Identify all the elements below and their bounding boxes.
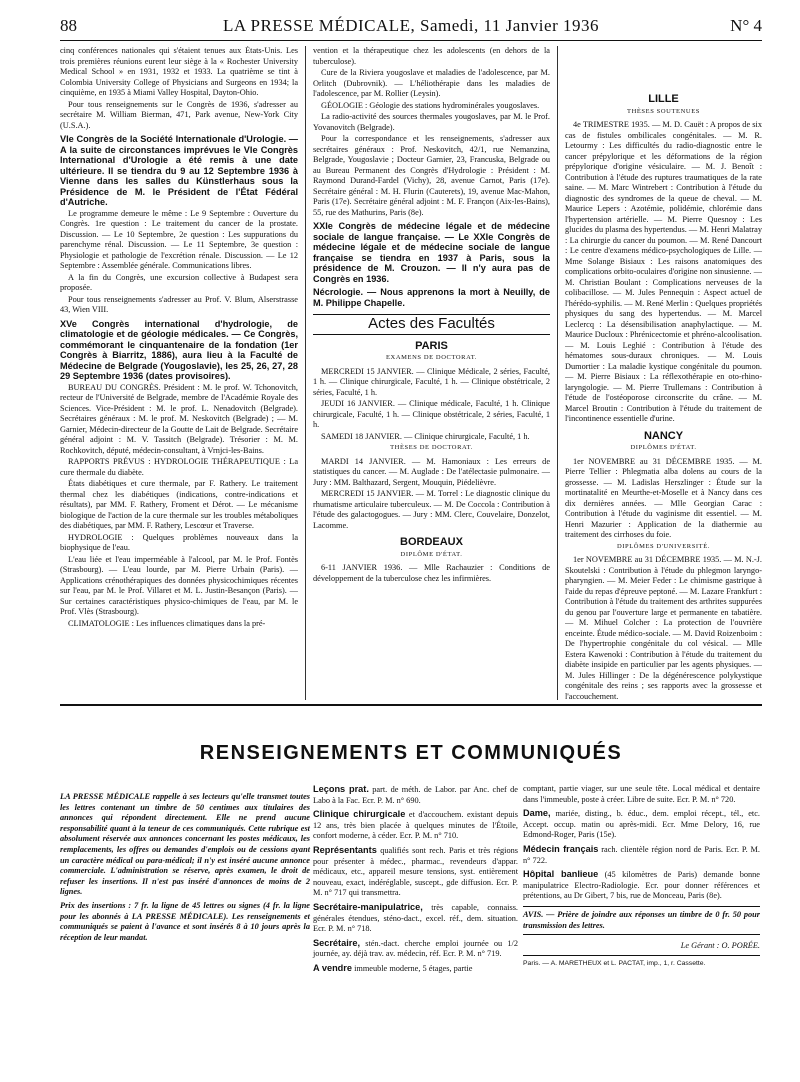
- notice-block: [60, 792, 310, 946]
- bordeaux-subheading: DIPLÔME D'ÉTAT.: [400, 550, 463, 558]
- avis-notice: AVIS. — Prière de joindre aux réponses un timbre de 0 fr. 50 pour transmission des lettres.: [523, 906, 760, 935]
- nancy-university-subheading: DIPLÔMES D'UNIVERSITÉ.: [616, 542, 711, 550]
- list-item: MERCREDI 15 JANVIER. — Clinique Médicale, 2 séries, Faculté, 1 h. — Clinique chirurgicale, Faculté, 1 h. — Clinique obstétricale, 2 séries, Faculté, 1 h.: [313, 366, 550, 397]
- lille-heading: LILLE: [648, 93, 679, 105]
- running-header: [60, 14, 762, 41]
- ad-text: immeuble moderne, 5 étages, partie: [354, 963, 473, 973]
- page-number: 88: [60, 16, 77, 35]
- ad-head: Médecin français: [523, 843, 599, 854]
- list-item: 1er NOVEMBRE au 31 DÉCEMBRE 1935. — M. N.-J. Skoutelski : Contribution à l'étude du phlegmon laryngo-pharyngien. — M. Meier Feder : Le chimisme gastrique à l'aide du repas d'épreuve peptoné. — M. Lazare Frankfurt : Contribution à l'étude du traitement des arthrites suppurées du genou par l'ouverture large et permanente en tabatière. — M. Mihuel Colcher : La protection de l'ouvrière enceinte. Étude médico-sociale. — M. David Roizenboim : De l'hypertrophie congénitale du col vésical. — Mlle Estera Kawenoki : Contribution à l'étude du traitement du diabète insipide en particulier par les agents physiques. — M. Jules Hillinger : De la dégénérescence polykystique congénitale des reins ; ses rapports avec la grossesse et l'accouchement.: [565, 555, 762, 700]
- ad-text: comptant, partie viager, sur une seule tête. Local médical et dentaire dans l'immeuble, poste à créer. Libre de suite. Ecr. P. M. n° 720.: [523, 784, 760, 804]
- list-item: JEUDI 16 JANVIER. — Clinique médicale, Faculté, 1 h. Clinique chirurgicale, Faculté, 1 h. — Clinique obstétricale, 2 séries, Faculté, 1 h.: [313, 399, 550, 429]
- column-middle: [313, 46, 550, 700]
- journal-title: LA PRESSE MÉDICALE, Samedi, 11 Janvier 1936: [223, 16, 599, 35]
- classified-ad: [313, 784, 518, 806]
- section-hydrology-congress: XVe Congrès international d'hydrologie, de climatologie et de géologie médicales. — Ce Congrès, commémorant le cinquantenaire de la fondation (1er Congrès à Biarritz, 1886), aura lieu à la Faculté de Médecine de Belgrade (Yougoslavie), les 25, 26, 27, 28 29 Septembre 1936 (dates provisoires).: [60, 318, 298, 381]
- ad-text: qualifiés sont rech. Paris et très régions pour présenter à médec., pharmac., revendeurs d'appar. médicaux, etc., appareil mesure tensions, syst. entièrement nouveau, exact, indéréglable, suscept., gde diffusion. Ecr. P. M. n° 717 qui transmettra.: [313, 845, 519, 898]
- ad-head: A vendre: [313, 962, 352, 973]
- classified-ad: [523, 869, 760, 902]
- paragraph: GÉOLOGIE : Géologie des stations hydrominérales yougoslaves.: [321, 100, 540, 110]
- ad-head: Leçons prat.: [313, 784, 369, 794]
- classified-ad: [313, 902, 518, 935]
- list-item: MERCREDI 15 JANVIER. — M. Torrel : Le diagnostic clinique du rhumatisme articulaire tuberculeux. — M. De Coccola : Contribution à l'étude des galactogogues. — Jury : MM. Clerc, Couvelaire, Donzelot, Lacomme.: [313, 489, 550, 530]
- paris-theses-subheading: THÈSES DE DOCTORAT.: [390, 444, 473, 451]
- list-item: MARDI 14 JANVIER. — M. Hamoniaux : Les erreurs de statistiques du cancer. — M. Auglade : De l'atélectasie pulmonaire. — Jury : MM. Balthazard, Sergent, Mouquin, Piédelièvre.: [313, 456, 550, 487]
- ad-text: (45 kilomètres de Paris) demande bonne manipulatrice Electro-Radiologie. Ecr. pour donner références et prétentions, au Dr Gibert, 7 bis, rue de Monceau, Paris (8e).: [523, 870, 760, 901]
- column-divider: [557, 46, 558, 700]
- classifieds-middle: [313, 784, 518, 978]
- notice-paragraph: Prix des insertions : 7 fr. la ligne de 45 lettres ou signes (4 fr. la ligne pour les abonnés à LA PRESSE MÉDICALE). Les renseignements et communiqués se paient à l'avance et sont insérés 8 à 10 jours après la réception de leur mandat.: [60, 900, 310, 942]
- list-item: 4e TRIMESTRE 1935. — M. D. Cauët : A propos de six cas de fistules ombilicales congénitales. — M. R. Letourmy : Les difficultés du radio-diagnostic entre le cancer prépylorique et les déformations de la région prépylorique d'origine vésiculaire. — M. J. Benoît : Contribution à l'étude des ruptures traumatiques de la rate saine. — M. Marc Wintrebert : Contribution à l'étude du diagnostic des syndromes de la queue de cheval. — M. Maurice Lepers : Azotémie, polidémie, chlorémie dans l'hypertension artérielle. — M. Pierre Quesnoy : Les glucides du plasma des hypertendus. — M. Henri Malatray : La chirurgie du cancer du poumon. — M. René Dancourt : Le centre d'examens médico-psychologiques de Lille. — Mme Solange Bisiaux : Les raisons anatomiques des complications orbito-oculaires d'origine non sinusienne. — M. Christian Boulant : Complications nerveuses de la colibacillose. — M. Jules Pennequin : Aspect actuel de l'hérédo-syphilis. — M. René Merlin : Quelques propriétés physiques du sang des hypertendus. — M. Marcel Leclercq : La désensibilisation anaphylactique. — M. Maurice Ducloux : Phrénicectomie et phréno-alcoolisation. — M. Louis Leghié : Contribution à l'étude des hématomes sous-duraux chroniques. — M. Louis Dumortier : La maladie kystique congénitale du poumon. — M. Pierre Bisiaux : La réflexothérapie en oto-rhino-laryngologie. — M. Pierre Trullemans : Contribution à l'étude de l'ostéoporose circonscrite du crâne. — M. Marcel Broutin : Contribution à l'étude du traitement de l'incontinence essentielle d'urine.: [565, 120, 762, 423]
- nancy-heading: NANCY: [643, 429, 684, 442]
- ad-text: rach. clientèle région nord de Paris. Ecr. P. M. n° 722.: [523, 844, 760, 865]
- paragraph: Pour la correspondance et les renseignements, s'adresser aux secrétaires généraux : Prof. Neskovitch, 42/1, rue Nemanzina, Belgrade, Yougoslavie ; Docteur Garnier, 23, Francuska, Belgrade ou au Bureau Permanent des Congrès d'Hydrologie : Président : M. Raymond Durand-Fardel (Vichy), 28, avenue Carnot, Paris (17e). Secrétaire général : M. H. Flurin (Cauterets), 19, avenue Mac-Mahon, Paris (17e). Secrétaire général adjoint : M. F. Françon (Aix-les-Bains), 55, rue des Mathurins, Paris (8e).: [313, 134, 550, 217]
- list-item: 6-11 JANVIER 1936. — Mlle Rachauzier : Conditions de développement de la tuberculose chez les infirmières.: [313, 563, 550, 583]
- ad-head: Secrétaire,: [313, 937, 360, 948]
- paragraph: Le programme demeure le même : Le 9 Septembre : Ouverture du Congrès. 1re question : Le traitement du cancer de la prostate. Discussion. — Le 10 Septembre, 2e question : Les suppurations du parenchyme rénal. Discussion. — Le 11 Septembre, 3e question : Physiologie et pathologie de l'excrétion rénale. Discussion. — Le 12 Septembre : Assemblée générale. Communications libres.: [60, 208, 298, 270]
- section-legal-medicine: XXIe Congrès de médecine légale et de médecine sociale de langue française. — Le XXIe Congrès de médecine légale et de médecine sociale de langue française se tiendra en 1937 à Paris, sous la présidence de M. Crouzon. — Il n'y aura pas de Congrès en 1936.: [313, 221, 550, 284]
- ad-head: Hôpital banlieue: [523, 869, 599, 880]
- paragraph: Pour tous renseignements s'adresser au Prof. V. Blum, Alserstrasse 43, Wien VIII.: [60, 294, 298, 314]
- paragraph: Pour tous renseignements sur le Congrès de 1936, s'adresser au secrétaire M. William Bierman, 471, Park avenue, New-York City (U.S.A.).: [60, 99, 298, 130]
- ad-text: mariée, disting., b. éduc., dem. emploi récept., tél., etc. Accept. occup. matin ou après-midi. Ecr. Mme Delory, 16, rue Edmond-Roger, Paris (15e).: [523, 809, 760, 840]
- paragraph: cinq conférences nationales qui s'étaient tenues aux États-Unis. Les trois premières réunions eurent leur siège à la « Rochester University Medical School » en 1931, 1932 et 1933. La quatrième se tint à Colombia University College of Physicians and Surgeons en 1934; la cinquième, en 1935 à Miami Valley Hospital, Dayton-Ohio.: [60, 46, 298, 97]
- classified-ad: [523, 784, 760, 805]
- paragraph: États diabétiques et cure thermale, par F. Rathery. Le traitement thermal chez les diabétiques (indications, contre-indications et résultats), par MM. F. Rathery, Froment et Dérot. — Le mécanisme biologique de l'action de la cure thermale sur les troubles métaboliques des diabétiques, par MM. F. Rathery, Lescœur et Traverse.: [60, 479, 298, 530]
- classifieds-right: [523, 784, 760, 969]
- bordeaux-heading: BORDEAUX: [400, 536, 463, 548]
- paragraph: A la fin du Congrès, une excursion collective à Budapest sera proposée.: [60, 272, 298, 292]
- paragraph: vention et la thérapeutique chez les adolescents (en dehors de la tuberculose).: [313, 46, 550, 66]
- ad-head: Secrétaire-manipulatrice,: [313, 901, 423, 912]
- paris-heading: PARIS: [415, 339, 448, 352]
- paragraph: L'eau liée et l'eau imperméable à l'alcool, par M. le Prof. Fontès (Strasbourg). — L'eau lourde, par M. Pierre Urbain (Paris). — Applications crénothérapiques des données physicochimiques récentes sur l'eau, par M. le Prof. Villaret et M. L. Justin-Besançon (Paris). — Sur certaines caractéristiques physico-chimiques de l'eau, par M. le Prof. Vlès (Strasbourg).: [60, 554, 298, 616]
- column-faculties: [565, 46, 762, 700]
- classified-ad: [313, 845, 518, 899]
- classified-ad: [313, 963, 518, 975]
- ad-text: et d'accouchem. existant depuis 12 ans, très bien placée à quelques minutes de l'Étoile, confort moderne, à céder. Ecr. P. M. n° 710.: [313, 810, 518, 841]
- ad-head: Clinique chirurgicale: [313, 809, 406, 820]
- manager-line: Le Gérant : O. PORÉE.: [680, 941, 760, 951]
- classified-ad: [523, 844, 760, 866]
- section-necrology: Nécrologie. — Nous apprenons la mort à Neuilly, de M. Philippe Chapelle.: [313, 287, 550, 308]
- paragraph: La radio-activité des sources thermales yougoslaves, par M. le Prof. Yovanovitch (Belgrade).: [313, 112, 550, 132]
- notice-paragraph: LA PRESSE MÉDICALE rappelle à ses lecteurs qu'elle transmet toutes les lettres contenant un timbre de 50 centimes aux titulaires des annonces qui répondent directement. Elle ne prend aucune responsabilité quant à la teneur de ces communiqués. Cette rubrique est absolument réservée aux annonces concernant les postes médicaux, les remplacements, les offres ou demandes d'emplois ou de cessions ayant un caractère médical ou para-médical; il n'y est inséré aucune annonce commerciale. L'administration se réserve, après examen, le droit de refuser les insertions. Il n'est pas inséré d'annonces de moins de 2 lignes.: [60, 792, 310, 897]
- issue-number: N° 4: [730, 16, 762, 35]
- column-divider: [305, 46, 306, 700]
- paragraph: RAPPORTS PRÉVUS : HYDROLOGIE THÉRAPEUTIQUE : La cure thermale du diabète.: [60, 457, 298, 477]
- column-congresses: [60, 46, 298, 700]
- paragraph: Cure de la Riviera yougoslave et maladies de l'adolescence, par M. Orlitch (Dubrovnik). — L'héliothérapie dans les maladies de l'adolescence, par M. Rollier (Leysin).: [313, 68, 550, 98]
- paragraph: CLIMATOLOGIE : Les influences climatiques dans la pré-: [68, 618, 266, 628]
- lille-subheading: THÈSES SOUTENUES: [627, 107, 700, 115]
- classified-ad: [523, 808, 760, 841]
- ad-text: stén.-dact. cherche emploi journée ou 1/2 journée, ay. déjà trav. av. médecin, réf. Ecr. P. M. n° 719.: [313, 938, 518, 959]
- list-item: SAMEDI 18 JANVIER. — Clinique chirurgicale, Faculté, 1 h.: [321, 431, 530, 441]
- announcements-banner: RENSEIGNEMENTS ET COMMUNIQUÉS: [199, 742, 623, 764]
- paragraph: BUREAU DU CONGRÈS. Président : M. le prof. W. Tchonovitch, recteur de l'Université de Belgrade, membre de l'Académie Royale des Sciences. Vice-Président : M. le prof. L. Nenadovitch (Belgrade). Secrétaires généraux : M. le prof. M. Neskovitch (Belgrade) ; — M. Garnier, Médecin-directeur de la Goutte de Lait de Belgrade. Secrétaire général adjoint : M. V. Tassitch (Belgrade). Trésorier : M. M. Rochkovitch, député, médecin-consultant, à Vrnjci-les-Bains.: [60, 382, 298, 455]
- paris-subheading: EXAMENS DE DOCTORAT.: [385, 354, 478, 361]
- list-item: 1er NOVEMBRE au 31 DÉCEMBRE 1935. — M. Pierre Tellier : Phlegmatia alba dolens au cours de la grossesse. — M. Ladislas Herszlinger : Étude sur la mortinatalité en Meurthe-et-Moselle et à Nancy dans ces dix dernières années. — Mlle Georgian Carac : Contribution à l'étude du vaginisme dit essentiel. — M. Henri Mazurier : Application de la diathermie au traitement des cirrhoses du foie.: [565, 456, 762, 539]
- ad-head: Dame,: [523, 808, 551, 819]
- ad-text: part. de méth. de Labor. par Anc. chef de Labo à la Fac. Ecr. P. M. n° 690.: [313, 785, 518, 805]
- printer-imprint: Paris. — A. MARETHEUX et L. PACTAT, imp., 1, r. Cassette.: [523, 955, 760, 970]
- classified-ad: [313, 809, 518, 842]
- nancy-subheading: DIPLÔMES D'ÉTAT.: [630, 444, 697, 451]
- section-urology-congress: VIe Congrès de la Société Internationale d'Urologie. — A la suite de circonstances imprévues le VIe Congrès International d'Urologie a été remis à une date ultérieure. Il se tiendra du 9 au 12 Septembre 1936 à Vienne dans les salles du Künstlerhaus sous la Présidence de M. le Président de l'État Fédéral d'Autriche.: [60, 134, 298, 207]
- ad-head: Représentants: [313, 844, 377, 855]
- section-rule: [60, 704, 762, 706]
- actes-heading: Actes des Facultés: [313, 314, 550, 335]
- classified-ad: [313, 938, 518, 960]
- paragraph: HYDROLOGIE : Quelques problèmes nouveaux dans la biophysique de l'eau.: [60, 532, 298, 552]
- ad-text: très capable, connaiss. générales étendues, sténo-dact., excel. réf., dem. situation. Ecr. P. M. n° 718.: [313, 902, 518, 934]
